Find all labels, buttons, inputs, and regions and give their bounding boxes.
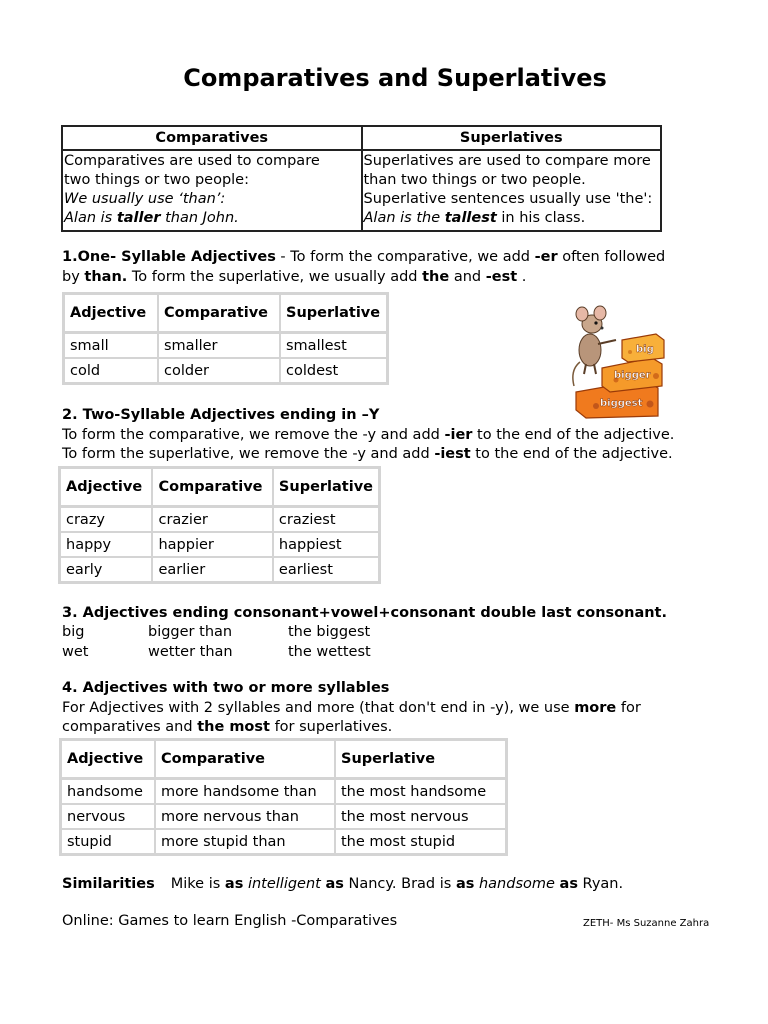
cheese-hole <box>653 373 659 379</box>
table-cell: earliest <box>278 561 333 578</box>
section2-heading: 2. Two-Syllable Adjectives ending in –Y <box>62 407 380 423</box>
section1-table <box>62 292 389 385</box>
mouse-body <box>579 334 601 366</box>
table-header: Comparative <box>153 469 273 508</box>
cheese-hole <box>628 350 632 354</box>
table-cell: early <box>61 558 153 581</box>
intro-superlatives-cell <box>362 150 662 231</box>
mouse-ear <box>594 306 606 320</box>
table-cell: coldest <box>286 362 339 379</box>
mouse-cheese-illustration <box>566 300 674 420</box>
table-cell: more stupid than <box>156 830 336 853</box>
intro-table <box>61 125 662 232</box>
table-cell: small <box>65 334 159 359</box>
table-row <box>62 780 505 805</box>
table-cell: cold <box>65 359 159 382</box>
mouse-nose <box>601 327 604 330</box>
table-cell: the most stupid <box>341 833 456 850</box>
table-cell: the most handsome <box>336 780 505 805</box>
table-row <box>65 359 386 382</box>
section4-text: 4. Adjectives with two or more syllables For Adjectives with 2 syllables and more (that don't end in -y), we use more for comparatives and the most for superlatives. <box>62 680 641 735</box>
similarities-line: Similarities Mike is as intelligent as Nancy. Brad is as handsome as Ryan. <box>62 876 624 892</box>
picture-word-biggest: biggest <box>600 398 643 409</box>
intro-example: Alan is the tallest in his class. <box>363 210 586 226</box>
author-credit: ZETH- Ms Suzanne Zahra <box>583 918 710 929</box>
table-header: Adjective <box>65 295 159 334</box>
table-cell: the most nervous <box>336 805 505 830</box>
intro-line: Comparatives are used to compare <box>64 153 320 169</box>
table-row <box>61 533 378 558</box>
intro-example: Alan is taller than John. <box>64 210 239 226</box>
table-row <box>61 558 378 581</box>
table-cell: smaller <box>159 334 281 359</box>
section1-heading: 1.One- Syllable Adjectives <box>62 249 276 265</box>
picture-word-big: big <box>636 344 654 355</box>
table-header: Adjective <box>61 469 153 508</box>
table-cell: happier <box>153 533 273 558</box>
table-cell: more handsome than <box>156 780 336 805</box>
table-cell: nervous <box>62 805 156 830</box>
intro-line: Superlatives are used to compare more <box>363 153 651 169</box>
table-cell: happy <box>61 533 153 558</box>
table-row <box>61 508 378 533</box>
mouse-eye <box>594 321 597 324</box>
section2-text: 2. Two-Syllable Adjectives ending in –Y To form the comparative, we remove the -y and add -ier to the end of the adjective. To form the superlative, we remove the -y and add -iest to the end of the adjective. <box>62 407 675 462</box>
table-header: Adjective <box>62 741 156 780</box>
table-header: Comparative <box>159 295 281 334</box>
table-cell: happiest <box>274 533 378 558</box>
intro-comparatives-cell <box>62 150 362 231</box>
picture-word-bigger: bigger <box>614 370 651 381</box>
table-cell: stupid <box>62 830 156 853</box>
intro-line: two things or two people: <box>64 172 249 188</box>
table-cell: craziest <box>274 508 378 533</box>
intro-line: than two things or two people. <box>363 172 586 188</box>
section4-heading: 4. Adjectives with two or more syllables <box>62 680 390 696</box>
table-header: Superlative <box>274 469 378 508</box>
table-header: Superlative <box>336 741 505 780</box>
table-row <box>62 805 505 830</box>
section1-text: 1.One- Syllable Adjectives - To form the comparative, we add -er often followed by than. To form the superlative, we usually add the and -est . <box>62 249 666 285</box>
section4-table <box>59 738 508 856</box>
table-header: Comparative <box>156 741 336 780</box>
intro-line: We usually use ‘than’: <box>64 191 226 207</box>
section3-heading: 3. Adjectives ending consonant+vowel+consonant double last consonant. <box>62 605 667 621</box>
table-row <box>62 830 505 853</box>
mouse-ear <box>576 307 588 321</box>
table-row <box>65 334 386 359</box>
table-cell: more nervous than <box>156 805 336 830</box>
page-title: Comparatives and Superlatives <box>183 64 607 92</box>
table-cell: colder <box>159 359 281 382</box>
table-cell: earlier <box>153 558 273 581</box>
section2-table <box>58 466 381 584</box>
similarities-label: Similarities <box>62 876 155 892</box>
intro-header-comparatives: Comparatives <box>62 126 362 150</box>
table-cell: handsome <box>62 780 156 805</box>
table-header: Superlative <box>281 295 386 334</box>
intro-line: Superlative sentences usually use 'the': <box>363 191 653 207</box>
intro-header-superlatives: Superlatives <box>362 126 662 150</box>
mouse-tail <box>573 362 580 386</box>
mouse-arm <box>598 340 616 344</box>
online-games-link[interactable]: Online: Games to learn English -Comparatives <box>62 913 398 929</box>
table-cell: crazier <box>153 508 273 533</box>
table-cell: crazy <box>61 508 153 533</box>
table-cell: smallest <box>281 334 386 359</box>
